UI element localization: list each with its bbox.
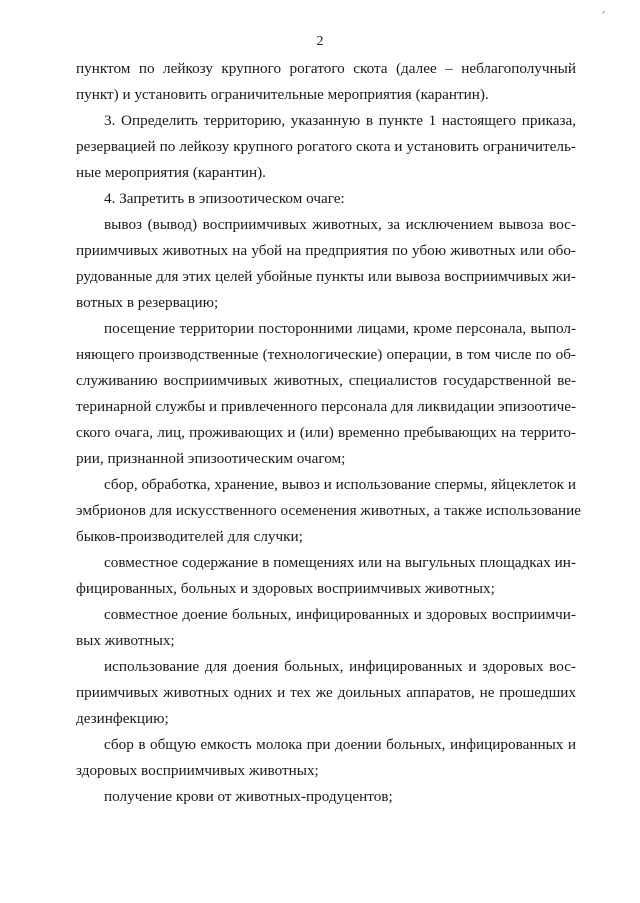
text-line: ные мероприятия (карантин). — [76, 164, 266, 181]
text-line: использование для доения больных, инфицированных и здоровых вос- — [104, 658, 576, 675]
text-line: пункт) и установить ограничительные мероприятия (карантин). — [76, 86, 489, 103]
paragraph-item-4 — [76, 186, 576, 212]
text-line: совместное доение больных, инфицированных и здоровых восприимчи- — [104, 606, 576, 623]
text-line: приимчивых животных на убой на предприятия по убою животных или обо- — [76, 242, 576, 259]
paragraph-export-ban — [76, 212, 576, 316]
text-line: служиванию восприимчивых животных, специалистов государственной ве- — [76, 372, 576, 389]
text-line: вотных в резервацию; — [76, 294, 219, 311]
text-line: сбор, обработка, хранение, вывоз и использование спермы, яйцеклеток и — [104, 476, 576, 493]
paragraph-blood-ban — [76, 784, 576, 810]
paragraph-housing-ban — [76, 550, 576, 602]
text-line: фицированных, больных и здоровых восприимчивых животных; — [76, 580, 495, 597]
paragraph-apparatus-ban — [76, 654, 576, 732]
text-line: быков-производителей для случки; — [76, 528, 303, 545]
text-line: 3. Определить территорию, указанную в пункте 1 настоящего приказа, — [104, 112, 576, 129]
text-line: получение крови от животных-продуцентов; — [104, 788, 393, 805]
paragraph-semen-ban — [76, 472, 582, 550]
text-line: здоровых восприимчивых животных; — [76, 762, 319, 779]
paragraph-intro-continuation — [76, 56, 576, 108]
text-line: пунктом по лейкозу крупного рогатого скота (далее – неблагополучный — [76, 60, 576, 77]
paragraph-visits-ban — [76, 316, 576, 472]
page-number: 2 — [316, 34, 324, 49]
document-body — [76, 56, 582, 810]
paragraph-item-3 — [76, 108, 576, 186]
scan-corner-mark: ´ — [600, 10, 606, 24]
text-line: рудованные для этих целей убойные пункты или вывоза восприимчивых жи- — [76, 268, 576, 285]
text-line: приимчивых животных одних и тех же доильных аппаратов, не прошедших — [76, 684, 576, 701]
text-line: сбор в общую емкость молока при доении больных, инфицированных и — [104, 736, 576, 753]
text-line: эмбрионов для искусственного осеменения животных, а также использование — [76, 502, 582, 519]
text-line: теринарной службы и привлеченного персонала для ликвидации эпизоотиче- — [76, 398, 577, 415]
text-line: рии, признанной эпизоотическим очагом; — [76, 450, 346, 467]
paragraph-milk-collection-ban — [76, 732, 576, 784]
text-line: совместное содержание в помещениях или на выгульных площадках ин- — [104, 554, 576, 571]
text-line: 4. Запретить в эпизоотическом очаге: — [104, 190, 345, 207]
text-line: дезинфекцию; — [76, 710, 169, 727]
text-line: ского очага, лиц, проживающих и (или) временно пребывающих на террито- — [76, 424, 576, 441]
text-line: вывоз (вывод) восприимчивых животных, за исключением вывоза вос- — [104, 216, 576, 233]
paragraph-milking-ban — [76, 602, 576, 654]
text-line: вых животных; — [76, 632, 175, 649]
text-line: няющего производственные (технологические) операции, в том числе по об- — [76, 346, 576, 363]
text-line: посещение территории посторонними лицами, кроме персонала, выпол- — [104, 320, 576, 337]
text-line: резервацией по лейкозу крупного рогатого скота и установить ограничитель- — [76, 138, 576, 155]
